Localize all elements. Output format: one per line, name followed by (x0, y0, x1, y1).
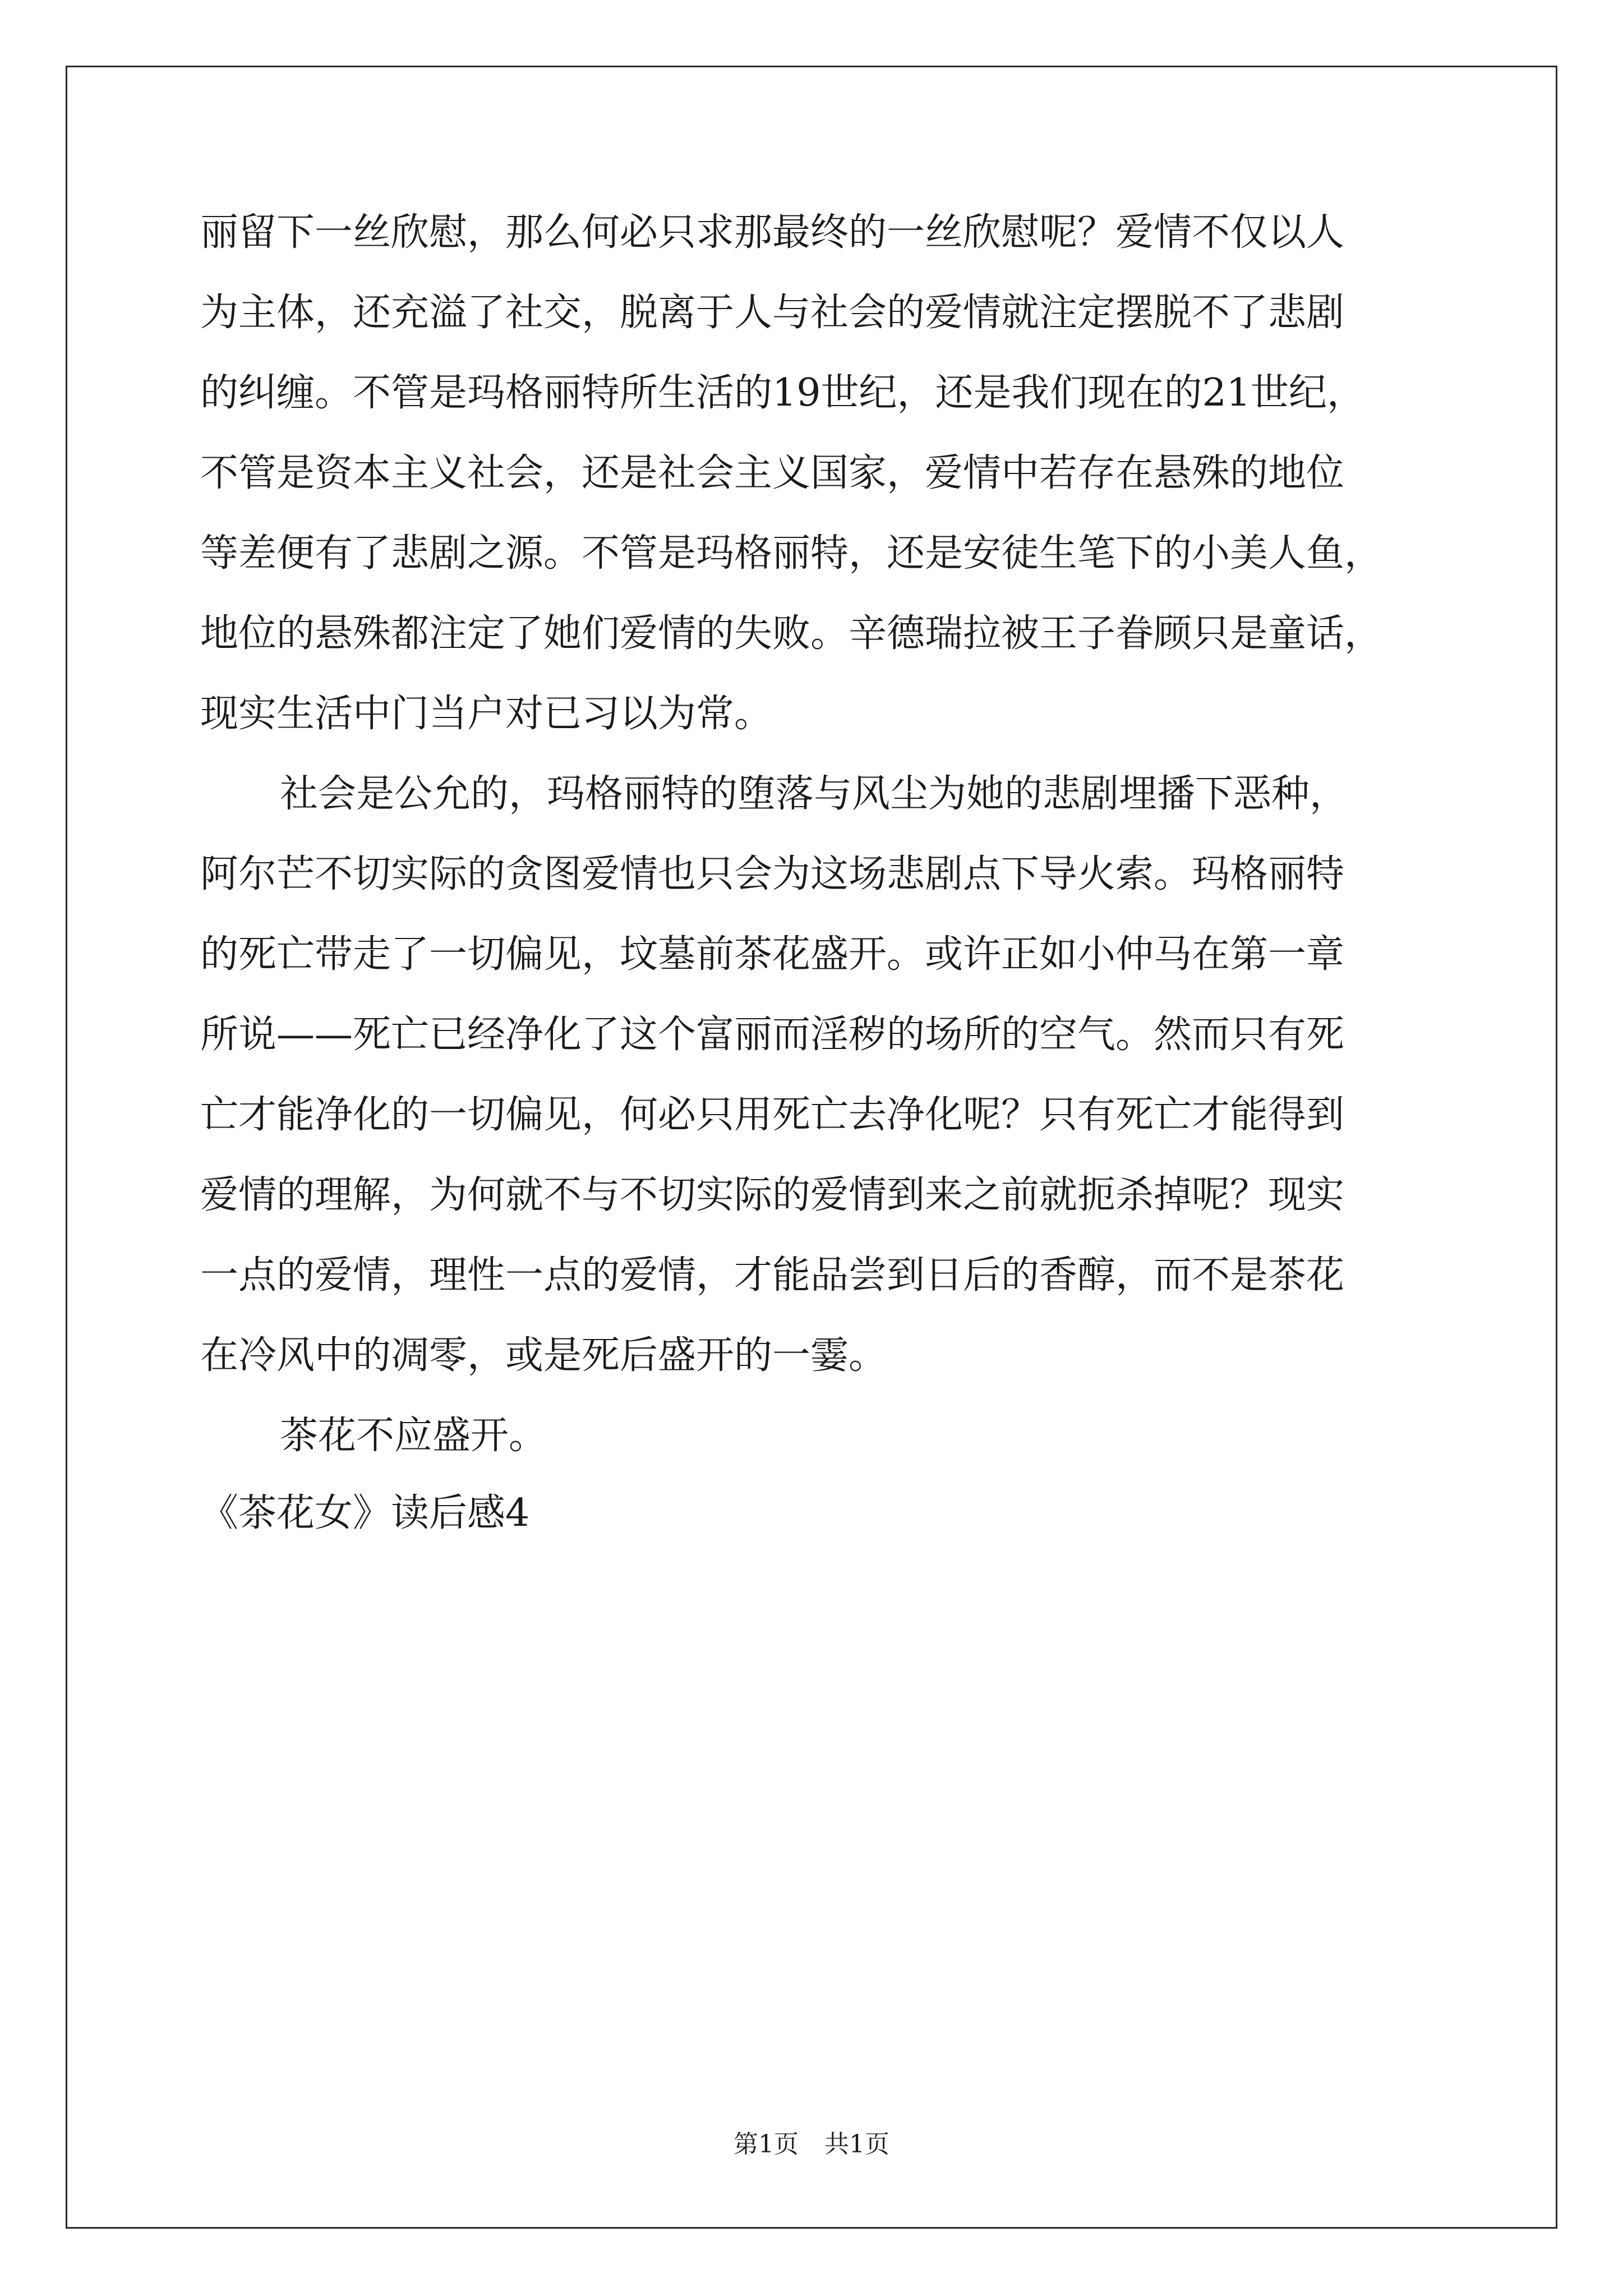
page-footer (0, 2124, 1623, 2160)
paragraph-first-line: 社会是公允的，玛格丽特的堕落与风尘为她的悲剧埋播下恶种， (280, 772, 1348, 816)
body-line: 一点的爱情，理性一点的爱情，才能品尝到日后的香醇，而不是茶花 (200, 1253, 1345, 1297)
body-line: 阿尔芒不切实际的贪图爱情也只会为这场悲剧点下导火索。玛格丽特 (200, 852, 1345, 896)
paragraph-first-line: 茶花不应盛开。 (280, 1414, 547, 1458)
page-number: 第1页 (734, 2130, 799, 2159)
section-heading: 《茶花女》读后感4 (200, 1491, 530, 1535)
body-line: 不管是资本主义社会，还是社会主义国家，爱情中若存在悬殊的地位 (200, 451, 1345, 495)
page-total: 共1页 (824, 2130, 889, 2159)
body-line: 在冷风中的凋零，或是死后盛开的一霎。 (200, 1333, 887, 1378)
body-line: 的死亡带走了一切偏见，坟墓前茶花盛开。或许正如小仲马在第一章 (200, 932, 1345, 977)
body-line: 爱情的理解，为何就不与不切实际的爱情到来之前就扼杀掉呢？现实 (200, 1173, 1345, 1217)
body-line: 地位的悬殊都注定了她们爱情的失败。辛德瑞拉被王子眷顾只是童话， (200, 611, 1383, 656)
body-line: 现实生活中门当户对已习以为常。 (200, 692, 773, 736)
body-line: 丽留下一丝欣慰，那么何必只求那最终的一丝欣慰呢？爱情不仅以人 (200, 210, 1345, 255)
body-line: 所说——死亡已经净化了这个富丽而淫秽的场所的空气。然而只有死 (200, 1013, 1345, 1057)
body-line: 亡才能净化的一切偏见，何必只用死亡去净化呢？只有死亡才能得到 (200, 1093, 1345, 1137)
body-line: 等差便有了悲剧之源。不管是玛格丽特，还是安徒生笔下的小美人鱼， (200, 531, 1383, 576)
body-line: 的纠缠。不管是玛格丽特所生活的19世纪，还是我们现在的21世纪， (200, 371, 1366, 415)
body-line: 为主体，还充溢了社交，脱离于人与社会的爱情就注定摆脱不了悲剧 (200, 291, 1345, 335)
